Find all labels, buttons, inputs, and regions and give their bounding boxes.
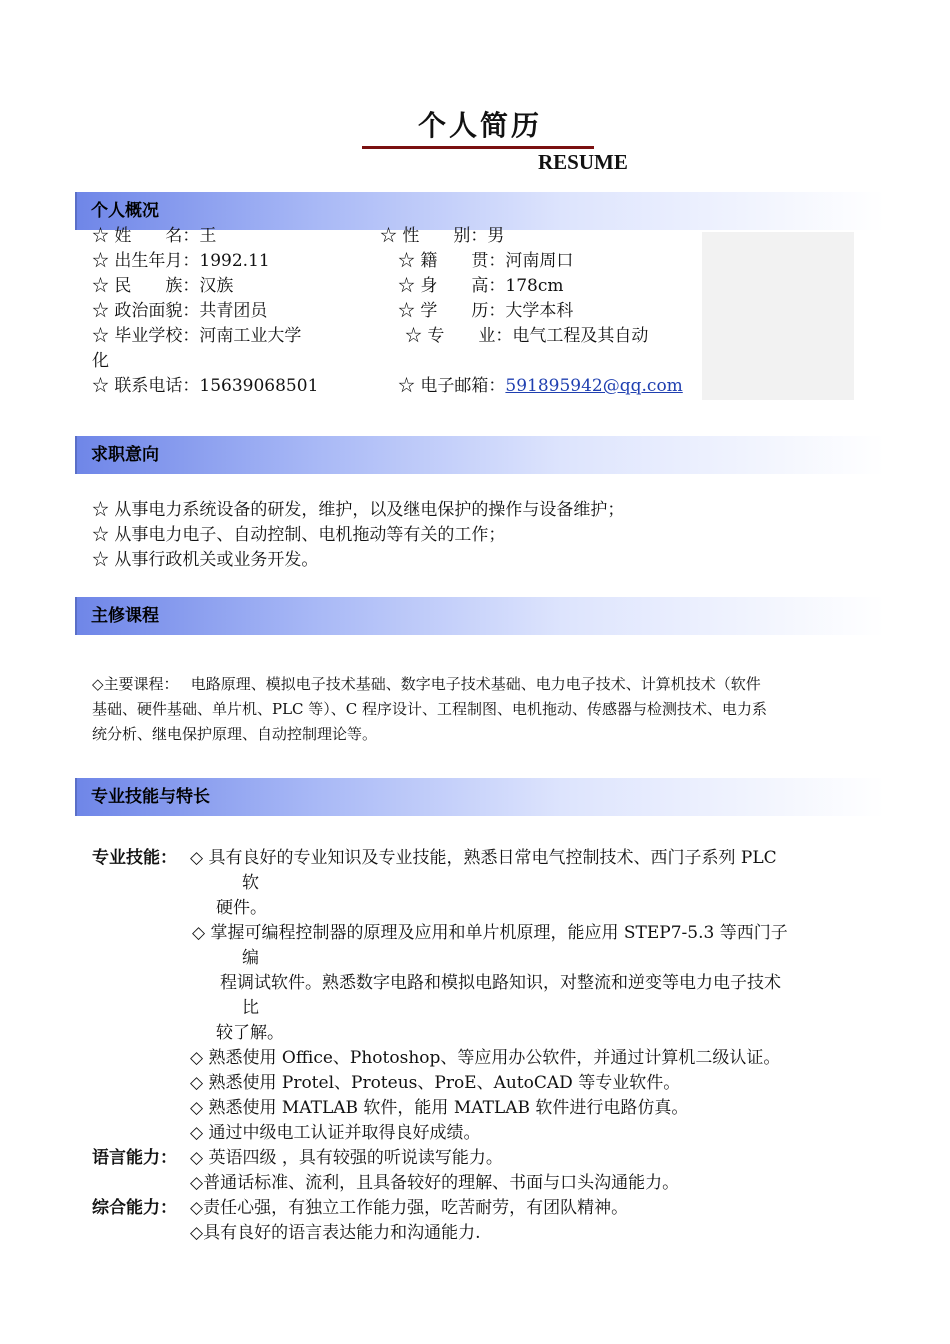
skills-line: ◇ 熟悉使用 Protel、Proteus、ProE、AutoCAD 等专业软件。 xyxy=(190,1073,681,1093)
profile-email-row xyxy=(398,374,683,399)
skills-line: 较了解。 xyxy=(216,1023,284,1043)
objective-item: ☆ 从事行政机关或业务开发。 xyxy=(92,550,319,570)
section-header-skills: 专业技能与特长 xyxy=(75,778,885,816)
photo-placeholder xyxy=(702,232,854,400)
profile-gender: ☆ 性 别：男 xyxy=(380,226,505,244)
skills-line: ◇ 英语四级 ，具有较强的听说读写能力。 xyxy=(190,1148,503,1168)
objective-item: ☆ 从事电力电子、自动控制、电机拖动等有关的工作； xyxy=(92,525,506,545)
skills-line: ◇ 熟悉使用 Office、Photoshop、等应用办公软件，并通过计算机二级认证。 xyxy=(190,1048,781,1068)
skills-line: ◇ 通过中级电工认证并取得良好成绩。 xyxy=(190,1123,481,1143)
profile-major-continued: 化 xyxy=(92,351,109,371)
title-underline xyxy=(362,146,594,149)
courses-line: ◇主要课程： 电路原理、模拟电子技术基础、数字电子技术基础、电力电子技术、计算机技术（软件 xyxy=(92,675,761,693)
profile-name: ☆ 姓 名：王 xyxy=(92,226,217,244)
profile-political: ☆ 政治面貌：共青团员 xyxy=(92,301,268,321)
profile-birth: ☆ 出生年月：1992.11 xyxy=(92,251,270,271)
profile-education: ☆ 学 历：大学本科 xyxy=(398,301,574,321)
profile-email-label: ☆ 电子邮箱： xyxy=(398,376,506,396)
skills-line: 程调试软件。熟悉数字电路和模拟电路知识，对整流和逆变等电力电子技术 xyxy=(220,973,781,993)
profile-hometown: ☆ 籍 贯：河南周口 xyxy=(398,251,574,271)
skills-line: 比 xyxy=(242,998,259,1018)
skills-language-label: 语言能力： xyxy=(92,1148,177,1168)
skills-comprehensive-label: 综合能力： xyxy=(92,1198,177,1218)
profile-school: ☆ 毕业学校：河南工业大学 xyxy=(92,326,302,346)
resume-title: 个人简历 xyxy=(417,109,542,142)
section-header-objective: 求职意向 xyxy=(75,436,885,474)
email-link[interactable]: 591895942@qq.com xyxy=(505,376,683,396)
resume-subtitle: RESUME xyxy=(538,150,628,174)
section-header-profile: 个人概况 xyxy=(75,192,885,230)
skills-line: ◇责任心强，有独立工作能力强，吃苦耐劳，有团队精神。 xyxy=(190,1198,629,1218)
courses-line: 基础、硬件基础、单片机、PLC 等）、C 程序设计、工程制图、电机拖动、传感器与检测技术、电力系 xyxy=(92,700,768,718)
skills-line: 软 xyxy=(242,873,259,893)
skills-line: 编 xyxy=(242,948,259,968)
skills-line: ◇ 掌握可编程控制器的原理及应用和单片机原理，能应用 STEP7-5.3 等西门子 xyxy=(192,923,788,943)
profile-ethnicity: ☆ 民 族：汉族 xyxy=(92,276,234,296)
section-header-courses: 主修课程 xyxy=(75,597,885,635)
profile-major: ☆ 专 业：电气工程及其自动 xyxy=(405,326,649,346)
skills-line: ◇普通话标准、流利，且具备较好的理解、书面与口头沟通能力。 xyxy=(190,1173,680,1193)
skills-professional-label: 专业技能： xyxy=(92,848,177,868)
objective-item: ☆ 从事电力系统设备的研发，维护，以及继电保护的操作与设备维护； xyxy=(92,500,625,520)
courses-line: 统分析、继电保护原理、自动控制理论等。 xyxy=(92,725,378,743)
skills-line: 硬件。 xyxy=(216,898,267,918)
profile-phone: ☆ 联系电话：15639068501 xyxy=(92,376,319,396)
skills-line: ◇ 熟悉使用 MATLAB 软件，能用 MATLAB 软件进行电路仿真。 xyxy=(190,1098,689,1118)
skills-line: ◇ 具有良好的专业知识及专业技能，熟悉日常电气控制技术、西门子系列 PLC xyxy=(190,848,777,868)
profile-height: ☆ 身 高：178cm xyxy=(398,276,564,296)
skills-line: ◇具有良好的语言表达能力和沟通能力. xyxy=(190,1223,481,1243)
